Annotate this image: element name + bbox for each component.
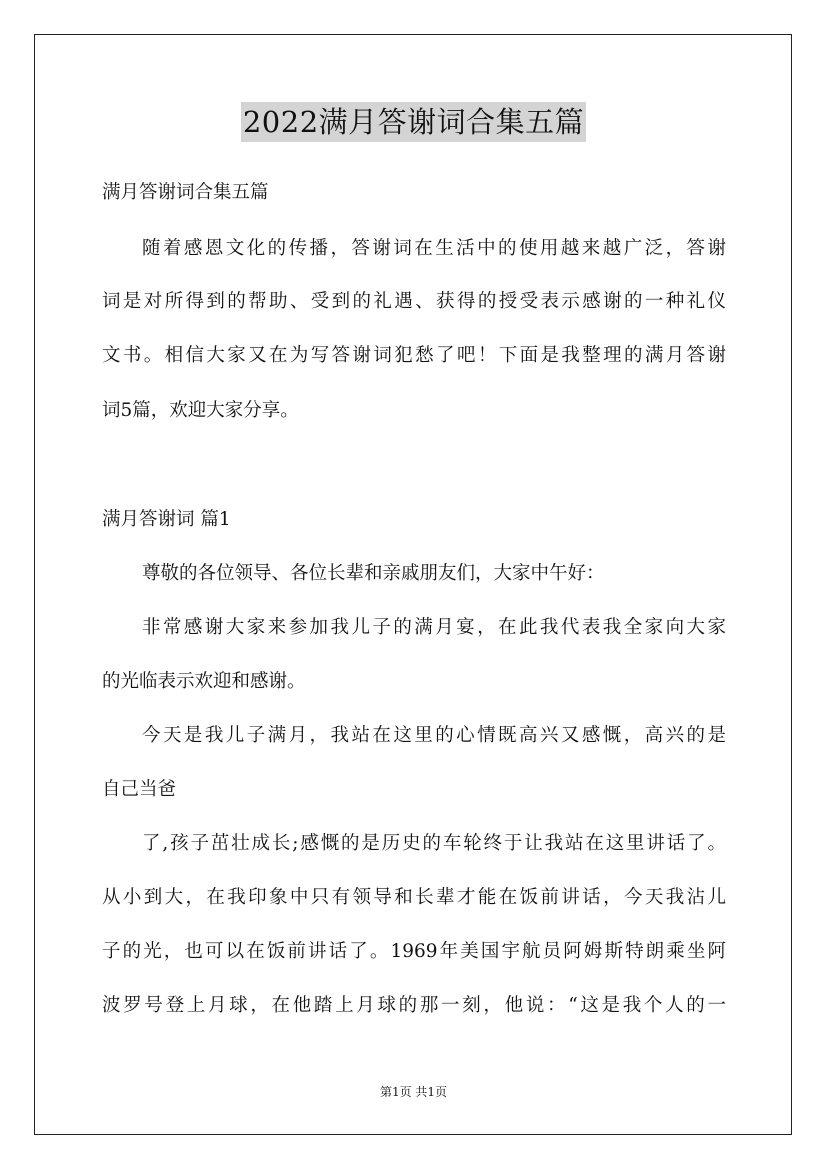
document-title: 2022满月答谢词合集五篇 — [241, 102, 586, 142]
body-line-1: 尊敬的各位领导、各位长辈和亲戚朋友们，大家中午好： — [142, 563, 605, 584]
intro-line-3: 文书。相信大家又在为写答谢词犯愁了吧！下面是我整理的满月答谢 — [102, 345, 726, 366]
body-line-6: 了,孩子茁壮成长;感慨的是历史的车轮终于让我站在这里讲话了。 — [142, 833, 726, 854]
intro-line-1: 随着感恩文化的传播，答谢词在生活中的使用越来越广泛，答谢 — [142, 238, 726, 259]
intro-line-2: 词是对所得到的帮助、受到的礼遇、获得的授受表示感谢的一种礼仪 — [102, 291, 726, 312]
body-line-7: 从小到大，在我印象中只有领导和长辈才能在饭前讲话，今天我沾儿 — [102, 887, 726, 908]
intro-line-4: 词5篇，欢迎大家分享。 — [102, 400, 299, 421]
body-line-8: 子的光，也可以在饭前讲话了。1969年美国宇航员阿姆斯特朗乘坐阿 — [102, 941, 726, 962]
body-line-5: 自己当爸 — [102, 779, 177, 800]
title-container — [0, 102, 827, 142]
document-heading: 满月答谢词合集五篇 — [102, 182, 269, 203]
body-line-3: 的光临表示欢迎和感谢。 — [102, 671, 306, 692]
page-footer: 第1页 共1页 — [379, 1085, 448, 1099]
body-line-4: 今天是我儿子满月，我站在这里的心情既高兴又感慨，高兴的是 — [142, 725, 726, 746]
body-line-9: 波罗号登上月球，在他踏上月球的那一刻，他说：“这是我个人的一 — [102, 995, 726, 1016]
section-title: 满月答谢词 篇1 — [102, 509, 231, 530]
body-line-2: 非常感谢大家来参加我儿子的满月宴，在此我代表我全家向大家 — [142, 617, 726, 638]
